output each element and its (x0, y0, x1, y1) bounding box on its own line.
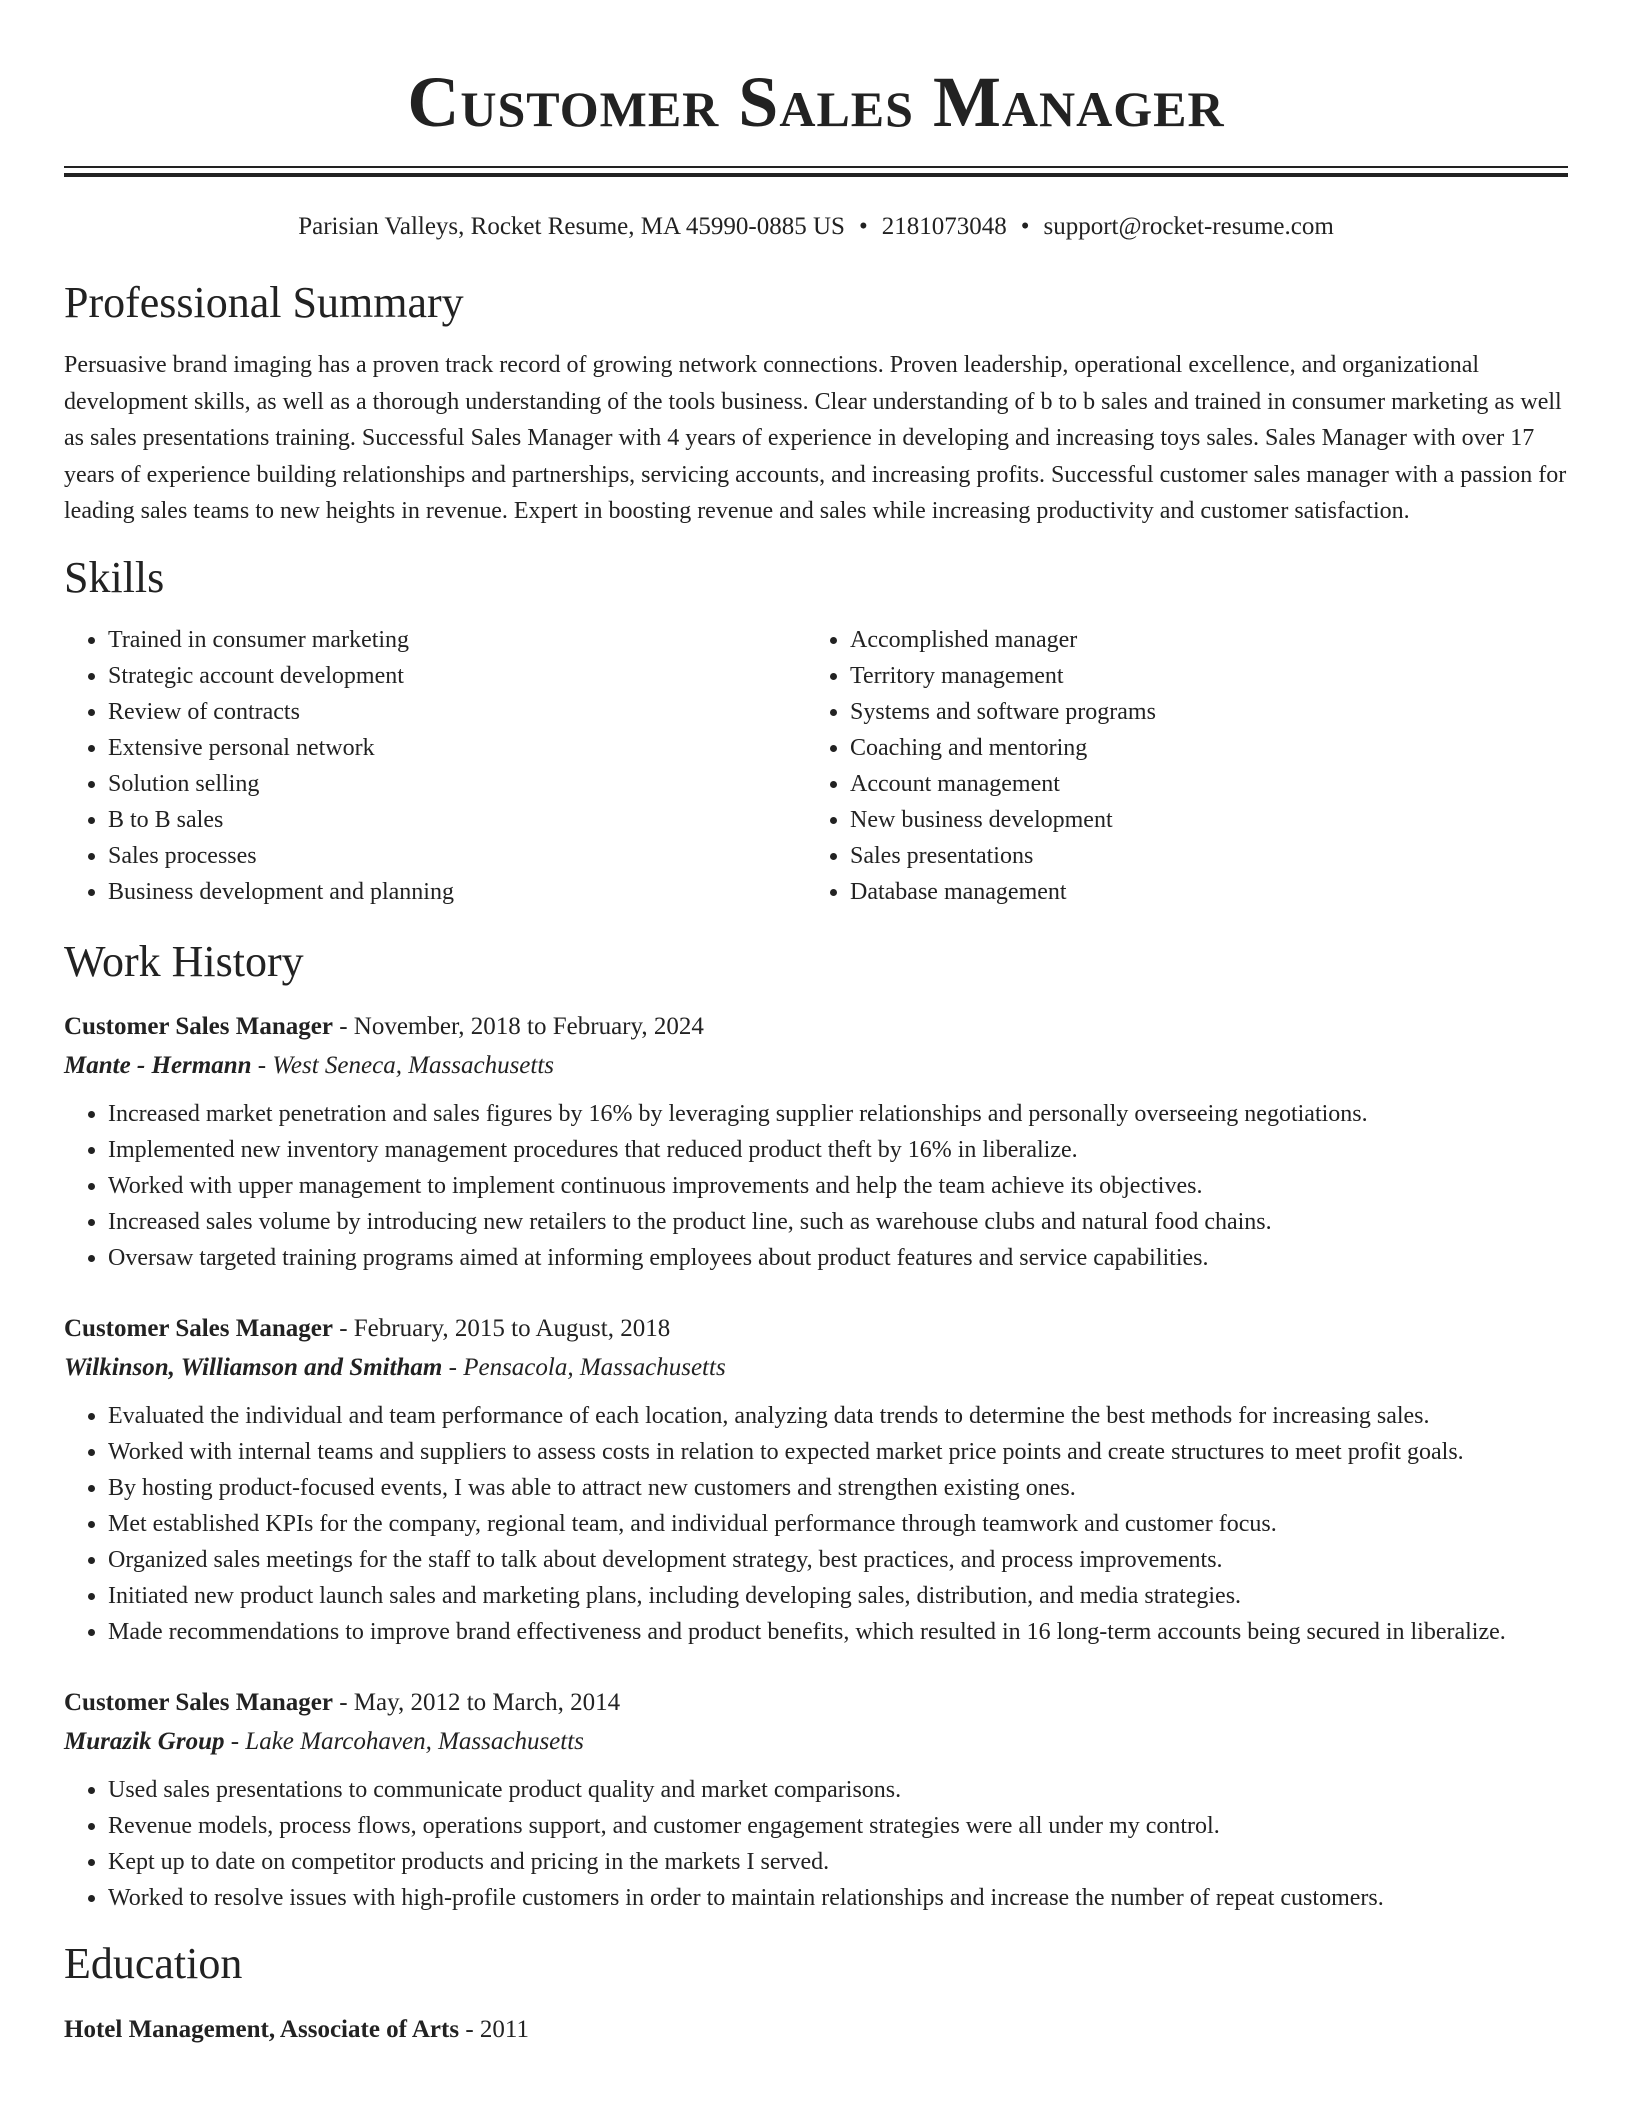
job-dates: - November, 2018 to February, 2024 (332, 1012, 704, 1040)
skill-item: • Solution selling (108, 766, 806, 802)
skill-item: • Strategic account development (108, 658, 806, 694)
education-entry (64, 2014, 1568, 2046)
summary-text: Persuasive brand imaging has a proven track record of growing network connections. Proven leadership, operational excellence, and organizational development skills, as well as a thorough understanding of the tools business. Clear understanding of b to b sales and trained in consumer marketing as well as sales presentations training. Successful Sales Manager with 4 years of experience in developing and increasing toys sales. Sales Manager with over 17 years of experience building relationships and partnerships, servicing accounts, and increasing profits. Successful customer sales manager with a passion for leading sales teams to new heights in revenue. Expert in boosting revenue and sales while increasing productivity and customer satisfaction. (64, 352, 1567, 524)
skill-item: • Systems and software programs (850, 694, 1548, 730)
skill-item: • Business development and planning (108, 874, 806, 910)
job-bullet: • Implemented new inventory management procedures that reduced product theft by 16% in liberalize. (108, 1132, 1568, 1168)
contact-address: Parisian Valleys, Rocket Resume, MA 45990-0885 US (298, 213, 845, 240)
skills-column-right (806, 622, 1548, 910)
job-entry (64, 1684, 1568, 1916)
job-header (64, 1684, 1568, 1722)
education-year: - 2011 (459, 2015, 529, 2043)
job-bullet: • Initiated new product launch sales and marketing plans, including developing sales, distribution, and media strategies. (108, 1578, 1568, 1614)
job-bullet: • By hosting product-focused events, I was able to attract new customers and strengthen existing ones. (108, 1470, 1568, 1506)
skill-item: • Database management (850, 874, 1548, 910)
header-divider-thick (64, 173, 1568, 177)
skill-item: • Review of contracts (108, 694, 806, 730)
skills-list (64, 622, 1568, 910)
job-bullet: • Increased market penetration and sales figures by 16% by leveraging supplier relationships and personally overseeing negotiations. (108, 1096, 1568, 1132)
job-employer (64, 1348, 1568, 1388)
contact-separator: • (858, 213, 868, 240)
job-dates: - May, 2012 to March, 2014 (332, 1688, 621, 1716)
job-bullet: • Revenue models, process flows, operations support, and customer engagement strategies were all under my control. (108, 1808, 1568, 1844)
contact-phone: 2181073048 (881, 213, 1007, 240)
job-company: Murazik Group (64, 1727, 225, 1755)
resume-page (64, 0, 1568, 2046)
job-company: Mante - Hermann (64, 1051, 252, 1079)
job-entry (64, 1008, 1568, 1276)
job-bullets (64, 1096, 1568, 1276)
job-location: - West Seneca, Massachusetts (251, 1051, 555, 1079)
job-header (64, 1008, 1568, 1046)
job-location: - Pensacola, Massachusetts (442, 1353, 726, 1381)
skill-item: • Coaching and mentoring (850, 730, 1548, 766)
skills-column-left (64, 622, 806, 910)
education-degree (64, 2016, 459, 2043)
job-title: Customer Sales Manager (64, 1012, 333, 1040)
job-bullet: • Worked with upper management to implement continuous improvements and help the team achieve its objectives. (108, 1168, 1568, 1204)
resume-name-heading: Customer Sales Manager (407, 62, 1225, 142)
education-section-title: Education (64, 1938, 243, 1988)
education-detail: , Associate of Arts (268, 2015, 460, 2043)
job-bullets (64, 1772, 1568, 1916)
summary-section-title: Professional Summary (64, 278, 464, 327)
job-dates: - February, 2015 to August, 2018 (332, 1314, 671, 1342)
job-bullet: • Organized sales meetings for the staff to talk about development strategy, best practices, and process improvements. (108, 1542, 1568, 1578)
skill-item: • New business development (850, 802, 1548, 838)
job-employer (64, 1046, 1568, 1086)
job-company: Wilkinson, Williamson and Smitham (64, 1353, 443, 1381)
job-bullet: • Worked with internal teams and suppliers to assess costs in relation to expected market price points and create structures to meet profit goals. (108, 1434, 1568, 1470)
skill-item: • Sales processes (108, 838, 806, 874)
job-entry (64, 1310, 1568, 1650)
job-bullet: • Made recommendations to improve brand effectiveness and product benefits, which resulted in 16 long-term accounts being secured in liberalize. (108, 1614, 1568, 1650)
contact-line (64, 211, 1568, 243)
job-location: - Lake Marcohaven, Massachusetts (224, 1727, 584, 1755)
skill-item: • Extensive personal network (108, 730, 806, 766)
contact-email: support@rocket-resume.com (1043, 213, 1334, 240)
job-bullet: • Evaluated the individual and team performance of each location, analyzing data trends to determine the best methods for increasing sales. (108, 1398, 1568, 1434)
job-bullet: • Used sales presentations to communicate product quality and market comparisons. (108, 1772, 1568, 1808)
job-bullet: • Increased sales volume by introducing new retailers to the product line, such as warehouse clubs and natural food chains. (108, 1204, 1568, 1240)
job-title: Customer Sales Manager (64, 1314, 333, 1342)
job-bullets (64, 1398, 1568, 1650)
job-bullet: • Met established KPIs for the company, regional team, and individual performance through teamwork and customer focus. (108, 1506, 1568, 1542)
skill-item: • Account management (850, 766, 1548, 802)
contact-separator: • (1020, 213, 1030, 240)
skill-item: • Trained in consumer marketing (108, 622, 806, 658)
job-bullet: • Oversaw targeted training programs aimed at informing employees about product features and service capabilities. (108, 1240, 1568, 1276)
job-header (64, 1310, 1568, 1348)
job-title: Customer Sales Manager (64, 1688, 333, 1716)
skill-item: • Territory management (850, 658, 1548, 694)
skill-item: • Accomplished manager (850, 622, 1548, 658)
work-history-section-title: Work History (64, 936, 304, 986)
job-bullet: • Kept up to date on competitor products and pricing in the markets I served. (108, 1844, 1568, 1880)
skill-item: • Sales presentations (850, 838, 1548, 874)
skill-item: • B to B sales (108, 802, 806, 838)
job-bullet: • Worked to resolve issues with high-profile customers in order to maintain relationships and increase the number of repeat customers. (108, 1880, 1568, 1916)
skills-section-title: Skills (64, 552, 165, 602)
education-field: Hotel Management (64, 2015, 269, 2043)
header-divider-thin (64, 166, 1568, 168)
job-employer (64, 1722, 1568, 1762)
